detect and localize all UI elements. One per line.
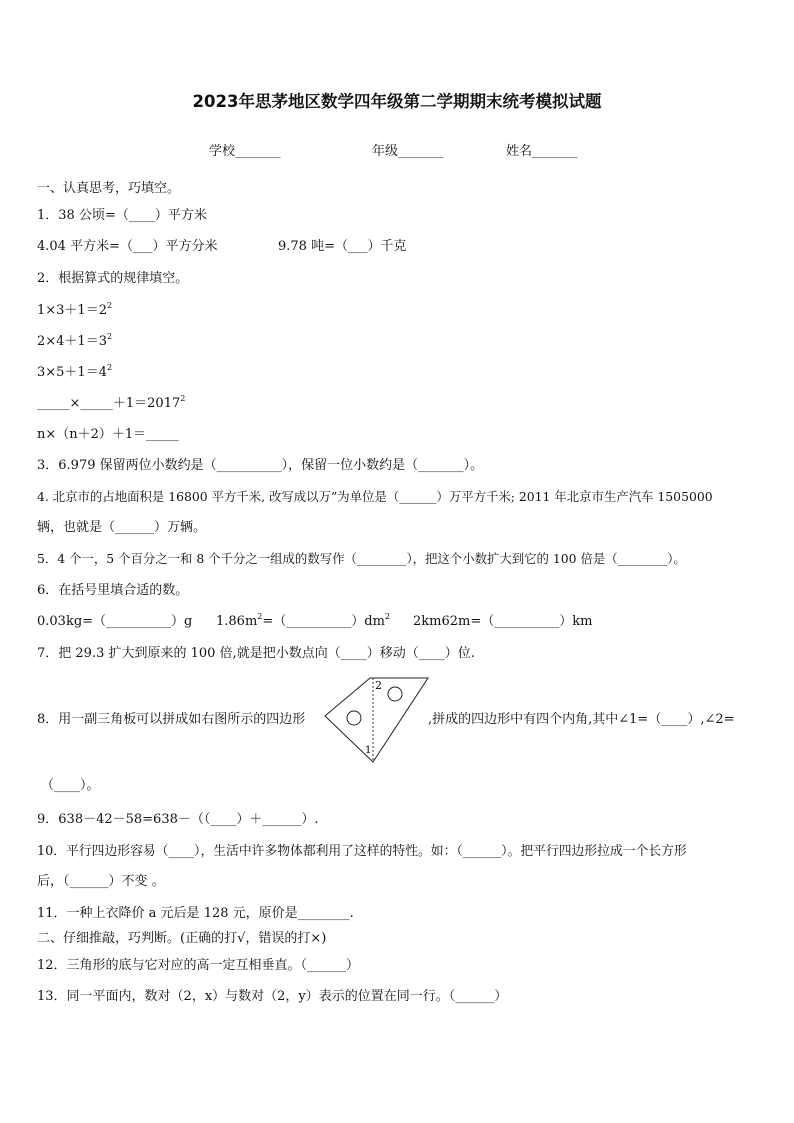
question-1c: 9.78 吨=（___）千克 bbox=[278, 239, 407, 254]
measure-rest: =（__________）dm bbox=[262, 614, 385, 629]
exponent: 2 bbox=[106, 363, 113, 372]
measure-base: 1.86m bbox=[216, 614, 258, 629]
question-6-blank-3: 2km62m=（__________）km bbox=[413, 614, 593, 629]
question-1b: 4.04 平方米=（___）平方分米 bbox=[37, 239, 218, 254]
question-8-continued: （____）。 bbox=[41, 778, 100, 793]
exponent: 2 bbox=[106, 332, 113, 341]
question-12: 12．三角形的底与它对应的高一定互相垂直。（______） bbox=[37, 958, 360, 973]
exponent: 2 bbox=[106, 301, 113, 310]
question-6-blank-1: 0.03kg=（__________）g bbox=[37, 614, 193, 629]
question-5: 5．4 个一，5 个百分之一和 8 个千分之一组成的数写作（________），把这个小数扩大到它的 100 倍是（________）。 bbox=[37, 551, 686, 566]
name-field: 姓名_______ bbox=[506, 144, 578, 159]
question-8-right: ,拼成的四边形中有四个内角,其中∠1=（____）,∠2= bbox=[428, 712, 735, 727]
triangle-hole-circle bbox=[347, 711, 361, 725]
pattern-base: 3×5＋1＝4 bbox=[37, 365, 107, 380]
pattern-base: 2×4＋1＝3 bbox=[37, 334, 107, 349]
school-field: 学校_______ bbox=[209, 144, 281, 159]
exponent: 2 bbox=[384, 612, 391, 621]
pattern-base: _____×_____＋1＝2017 bbox=[37, 396, 181, 411]
grade-field: 年级_______ bbox=[372, 144, 444, 159]
question-10-line-1: 10．平行四边形容易（____），生活中许多物体都利用了这样的特性。如：（______）。把平行四边形拉成一个长方形 bbox=[37, 844, 687, 859]
question-2: 2．根据算式的规律填空。 bbox=[37, 271, 189, 286]
angle-1-label: 1 bbox=[365, 745, 372, 756]
exponent: 2 bbox=[180, 394, 186, 403]
question-1a: 1．38 公顷=（____）平方米 bbox=[37, 208, 207, 223]
pattern-base: 1×3＋1＝2 bbox=[37, 303, 107, 318]
question-10-line-2: 后，（______）不变 。 bbox=[37, 874, 165, 889]
question-4-line-2: 辆，也就是（______）万辆。 bbox=[37, 520, 207, 535]
pattern-line-3 bbox=[37, 364, 112, 382]
question-9: 9．638－42－58=638－（（____）＋______）. bbox=[37, 812, 319, 827]
exponent: 2 bbox=[257, 612, 263, 621]
question-11: 11．一种上衣降价 a 元后是 128 元，原价是________. bbox=[37, 906, 354, 921]
question-7: 7．把 29.3 扩大到原来的 100 倍,就是把小数点向（____）移动（____）位. bbox=[37, 646, 475, 661]
page-title: 2023年思茅地区数学四年级第二学期期末统考模拟试题 bbox=[192, 92, 602, 111]
triangle-quadrilateral-figure bbox=[324, 674, 432, 764]
pattern-line-1 bbox=[37, 302, 112, 320]
pattern-line-4 bbox=[37, 395, 185, 413]
question-6-blank-2 bbox=[216, 613, 390, 631]
section2-heading: 二、仔细推敲，巧判断。(正确的打√，错误的打×) bbox=[37, 931, 327, 946]
question-3: 3．6.979 保留两位小数约是（__________），保留一位小数约是（_______）。 bbox=[37, 458, 484, 473]
question-6: 6．在括号里填合适的数。 bbox=[37, 583, 189, 598]
question-13: 13．同一平面内，数对（2，x）与数对（2，y）表示的位置在同一行。（______） bbox=[37, 989, 508, 1004]
angle-2-label: 2 bbox=[375, 679, 382, 692]
pattern-line-5: n×（n＋2）＋1＝_____ bbox=[37, 427, 179, 442]
question-4-line-1: 4. 北京市的占地面积是 16800 平方千米, 改写成以万”为单位是（______）万平方千米; 2011 年北京市生产汽车 1505000 bbox=[37, 489, 713, 504]
triangle-hole-circle bbox=[388, 687, 402, 701]
section1-heading: 一、认真思考，巧填空。 bbox=[37, 181, 181, 196]
pattern-line-2 bbox=[37, 333, 112, 351]
question-8-left: 8．用一副三角板可以拼成如右图所示的四边形 bbox=[37, 712, 306, 727]
